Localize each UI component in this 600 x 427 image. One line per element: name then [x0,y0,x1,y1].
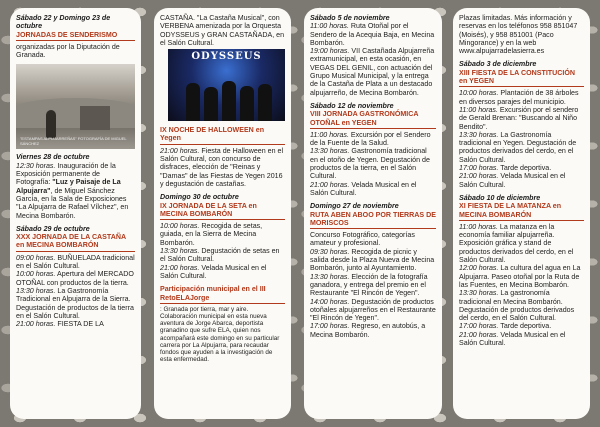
exhibition-photo [16,64,135,149]
event-text: CASTAÑA. "La Castaña Musical", con VERBENA amenizada por la Orquesta ODYSSEUS y GRAN CASTAÑADA, en el Salón Cultural. [160,14,285,47]
band-member [258,84,272,121]
event-title: RUTA ABEN ABOO POR TIERRAS DE MORISCOS [310,210,436,227]
event-text: 14:00 horas. Degustación de productos otoñales alpujarreños en el Restaurante "El Rincón de Yegen". [310,297,436,323]
photo-caption: "ESTAMPAS ALPUJARREÑAS" FOTOGRAFÍA DE MIGUEL SÁNCHEZ [20,136,127,147]
odysseus-poster [168,49,285,121]
event-date: Sábado 29 de octubre [16,224,90,233]
event-text: 10:00 horas. Apertura del MERCADO OTOÑAL con productos de la tierra. [16,270,134,287]
event-text: 11:00 horas. La matanza en la economía familiar alpujarreña. Exposición gráfica y stand de productos derivados del cerdo, en el Salón Cultural. [459,222,574,265]
event-text: : Granada por tierra, mar y aire. Colaboración municipal en esta nueva aventura de Jorge Abarca, deportista granadino que sufre ELA, quien nos acompañará este domingo en su particular carrera por La Alpujarra, para recaudar fondos que ayuden a la investigación de esta enfermedad. [160,305,280,364]
event-text: 21:00 horas. Fiesta de Halloween en el Salón Cultural, con concurso de disfraces, elección de "Reinas y "Damas" de las Fiestas de Yegen 2016 y degustación de castañas. [160,146,284,188]
event-text: 21:00 horas. Velada Musical en el Salón Cultural. [160,263,267,280]
event-text: 11:00 horas. Ruta Otoñal por el Sendero de la Acequia Baja, en Mecina Bombarón. [310,22,435,47]
event-text: 13:30 horas. Gastronomía tradicional en el otoño de Yegen. Degustación de productos de la tierra, en el Salón Cultural. [310,147,430,181]
band-member [186,83,200,121]
event-text: 21:00 horas. Velada Musical en el Salón Cultural. [310,180,417,197]
event-title: IX JORNADA DE LA SETA en MECINA BOMBARÓN [160,201,257,218]
band-member [204,87,218,121]
title-underline [459,86,584,87]
event-text: 10:00 horas. Plantación de 38 árboles en diversos parajes del municipio. [459,89,579,106]
event-text: 21:00 horas. FIESTA DE LA [16,320,104,329]
event-date: Sábado 3 de diciembre [459,60,537,69]
event-date: Sábado 10 de diciembre [459,193,541,202]
event-title: XI FIESTA DE LA MATANZA en MECINA BOMBARÓN [459,202,562,219]
title-underline [310,228,436,229]
event-text: 19:00 horas. VII Castañada Alpujarreña extramunicipal, en esta ocasión, en VEGAS DEL GENIL, con actuación del Grupo Musical Municipal, y la entrega de la Castaña de Plata a un destacado alpujarreño, de Mecina Bombarón. [310,47,435,97]
event-text: 10:00 horas. Recogida de setas, guiada, en la Sierra de Mecina Bombarón. [160,222,263,247]
event-title: VIII JORNADA GASTRONÓMICA OTOÑAL en YEGEN [310,110,419,127]
event-text: Plazas limitadas. Más información y reservas en los teléfonos 958 851047 (Moisés), y 958 851001 (Paco Mingorance) y en la web [459,14,578,47]
website-link[interactable]: www.alpujarradelasierra.es [459,47,545,56]
poster-logo: ODYSSEUS [191,51,262,63]
event-title: XXX JORNADA DE LA CASTAÑA en MECINA BOMBARÓN [16,233,126,250]
column-3 [304,8,442,419]
event-text: 17:00 horas. Tarde deportiva. [459,164,552,173]
title-underline [160,303,285,304]
band-member [222,81,236,121]
event-text: 11:00 horas. Excursión por el sendero de Gerald Brenan: "Buscando al Niño Bendito". [459,105,579,131]
event-date: Sábado 5 de noviembre [310,14,390,22]
event-text: 09:30 horas. Recogida de picnic y salida desde la Plaza Nueva de Mecina Bombarón, junto al Ayuntamiento. [310,247,435,273]
event-text: 13:30 horas. Elección de la fotografía ganadora, y entrega del premio en el Restaurante "El Rincón de Yegen". [310,272,428,298]
column-2 [154,8,291,419]
event-date: Domingo 30 de octubre [160,193,239,202]
event-text: 09:00 horas. BUÑUELADA tradicional en el Salón Cultural. [16,253,135,271]
title-underline [310,128,436,129]
event-title: JORNADAS DE SENDERISMO [16,30,118,39]
event-title: XIII FIESTA DE LA CONSTITUCIÓN en YEGEN [459,68,575,86]
event-date: Sábado 22 y Domingo 23 de octubre [16,14,111,31]
event-text: 13:30 horas. La gastronomía tradicional en Mecina Bombarón. Degustación de productos derivados del cerdo, en el Salón Cultural. [459,289,575,323]
column-1 [10,8,141,419]
event-date: Viernes 28 de octubre [16,153,90,162]
title-underline [16,251,135,252]
photo-house [80,106,110,130]
event-date: Sábado 12 de noviembre [310,101,394,110]
event-title: Participación municipal en el III RetoELAJorge [160,285,266,302]
photo-figure [46,110,56,138]
event-text: 13:30 horas. La Gastronomía tradicional en Yegen. Degustación de productos derivados del cerdo, en el Salón Cultural. [459,130,577,164]
event-text: Concurso Fotográfico, categorías amateur y profesional. [310,231,415,248]
event-date: Domingo 27 de noviembre [310,202,399,211]
event-text: 12:30 horas. Inauguración de la Exposición permanente de Fotografía: "Luz y Paisaje de La Alpujarra", de Miguel Sánchez García, en la Sala de Exposiciones "La Alpujarra de Rafael Vílchez", en Mecina Bombarón. [16,161,129,220]
event-title: IX NOCHE DE HALLOWEEN en Yegen [160,126,265,143]
title-underline [459,220,584,221]
event-text: 21:00 horas. Velada Musical en el Salón Cultural. [459,330,566,347]
event-text: 13:30 horas. Degustación de setas en el Salón Cultural. [160,247,280,264]
band-member [240,86,254,121]
event-text: 11:00 horas. Excursión por el Sendero de la Fuente de la Salud. [310,130,431,148]
event-text: 17:00 horas. Tarde deportiva. [459,322,552,331]
photo-hill [16,98,135,128]
title-underline [160,144,285,145]
title-underline [160,219,285,220]
event-text: 13:30 horas. La Gastronomía Tradicional en Alpujarra de la Sierra. Degustación de productos de la tierra en el Salón Cultural. [16,286,134,320]
event-text: 12:00 horas. La cultura del agua en La Alpujarra. Paseo otoñal por la Ruta de las Fuentes, en Mecina Bombarón. [459,264,581,289]
title-underline [16,40,135,41]
column-4 [453,8,590,419]
event-text: 21:00 horas. Velada Musical en el Salón Cultural. [459,172,566,189]
event-text: 17:00 horas. Regreso, en autobús, a Mecina Bombarón. [310,322,426,339]
event-text: organizadas por la Diputación de Granada. [16,42,120,60]
